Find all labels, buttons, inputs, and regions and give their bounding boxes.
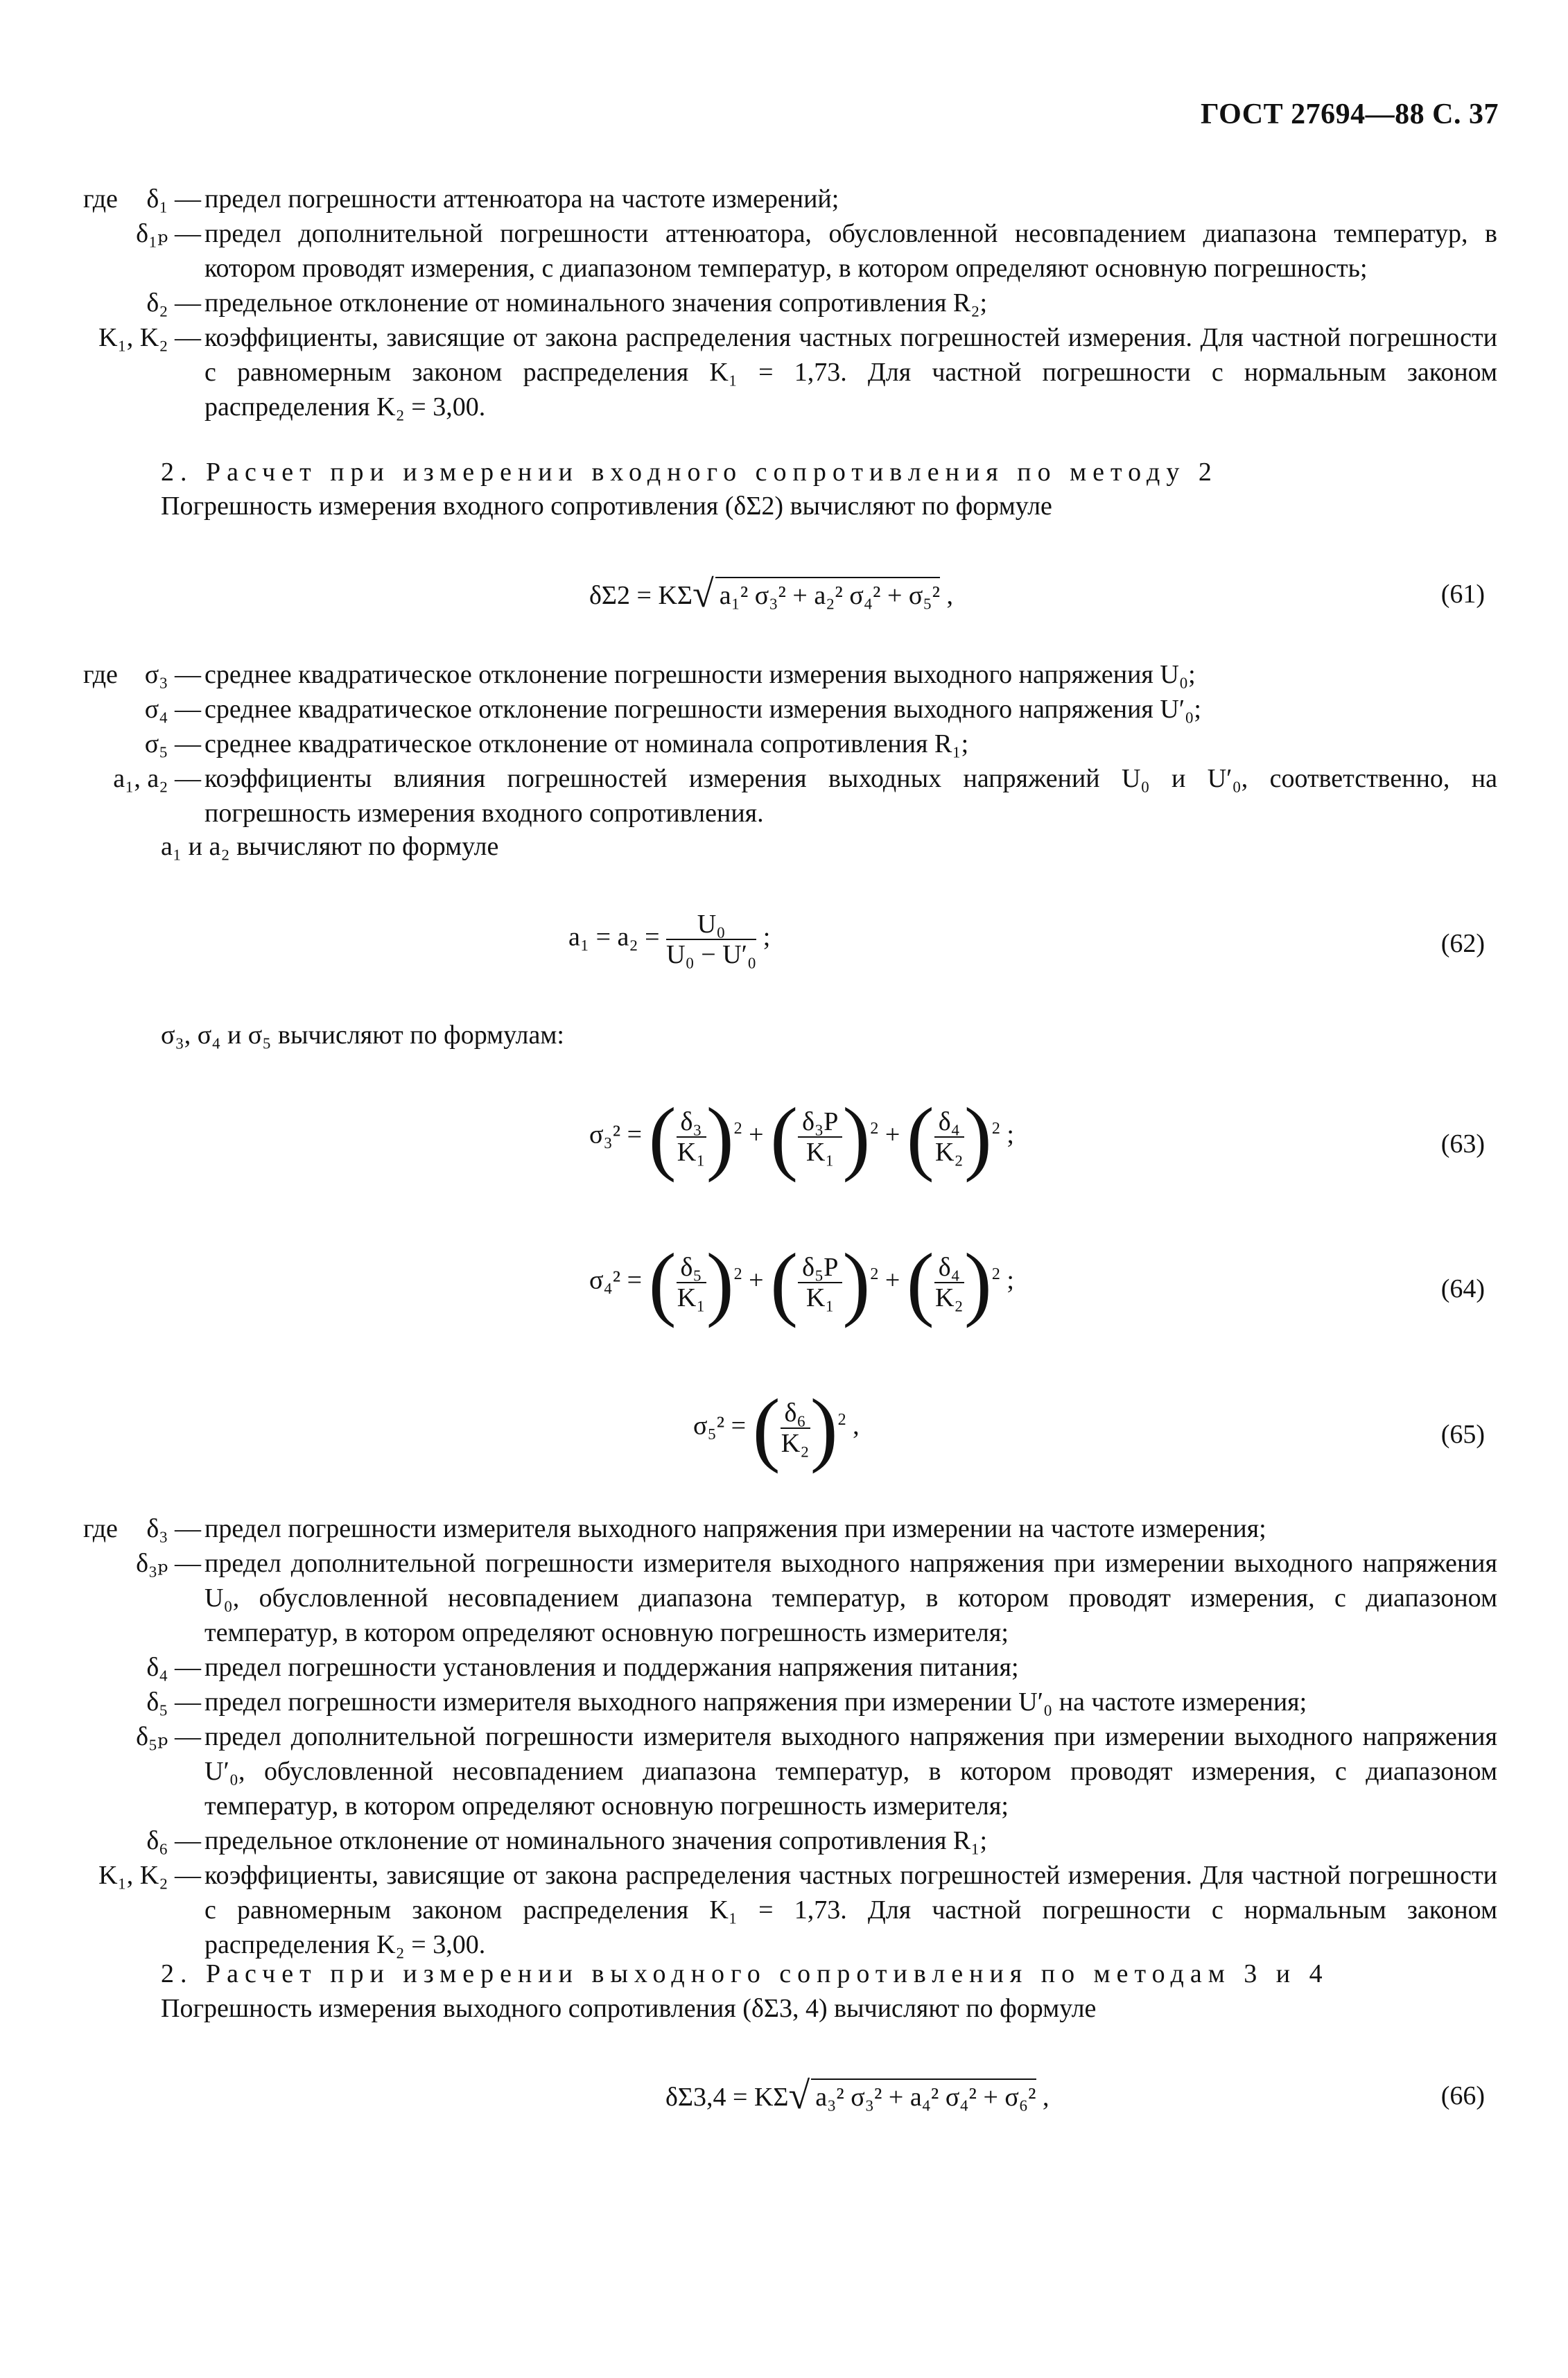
definition-item	[83, 761, 1497, 831]
formula-intro: a₁ и a₂ вычисляют по формуле	[161, 832, 499, 861]
fraction: $\frac{\text{δ₃}}{\text{K₁}}$	[677, 1107, 706, 1167]
definition-text: предел погрешности измерителя выходного напряжения при измерении на частоте измерения;	[204, 1514, 1266, 1543]
fraction: $\frac{\text{δ₄}}{\text{K₂}}$	[934, 1107, 964, 1167]
formula-lhs: σ₄² =	[589, 1265, 643, 1295]
fraction: $\frac{\text{δ₅}}{\text{K₁}}$	[677, 1253, 706, 1312]
formula-lhs: σ₃² =	[589, 1120, 643, 1149]
radical-sign: √	[788, 2074, 810, 2117]
definition-text: коэффициенты влияния погрешностей измерения выходных напряжений U₀ и U′₀, соответственно, на погрешность измерения входного сопротивления.	[204, 764, 1497, 828]
definition-item	[83, 657, 1497, 692]
definition-text: коэффициенты, зависящие от закона распределения частных погрешностей измерения. Для частной погрешности с равномерным законом распределения K₁ = 1,73. Для частной погрешности с нормальным законом распределения K₂ = 3,00.	[204, 323, 1497, 422]
definition-symbol: δ₆ —	[146, 1826, 201, 1855]
where-label: где	[83, 660, 118, 689]
definition-item	[83, 216, 1497, 286]
definition-text: предел погрешности измерителя выходного напряжения при измерении U′₀ на частоте измерения;	[204, 1687, 1307, 1717]
formula-radicand: a₃² σ₃² + a₄² σ₄² + σ₆²	[811, 2078, 1036, 2115]
definition-symbol: δ₁ —	[146, 184, 201, 214]
definition-symbol: δ₃ₚ —	[136, 1549, 201, 1578]
definition-text: предел дополнительной погрешности измерителя выходного напряжения при измерении выходного напряжения U′₀, обусловленной несовпадением диапазона температур, в котором проводят измерения, с диапазоном температур, в котором определяют основную погрешность измерителя;	[204, 1722, 1497, 1821]
formula-number: (63)	[1440, 1129, 1485, 1158]
definitions-block-3	[83, 1511, 1497, 1962]
where-label: где	[83, 1514, 118, 1543]
formula-punct: ;	[763, 922, 771, 952]
definition-item	[83, 182, 1497, 216]
formula-62	[568, 910, 770, 969]
definition-text: коэффициенты, зависящие от закона распределения частных погрешностей измерения. Для частной погрешности с равномерным законом распределения K₁ = 1,73. Для частной погрешности с нормальным законом распределения K₂ = 3,00.	[204, 1861, 1497, 1959]
definition-symbol: σ₅ —	[144, 729, 201, 758]
formula-63: σ₃² = ( $\frac{\text{δ₃}}{\text{K₁}}$ )$^2$ + ( $\frac{\text{δ₃P}}{\text{K₁}}$ )$^2$ + ( $\frac{\text{δ₄}}{\text{K₂}}$ )$^2$ ;	[589, 1091, 1014, 1183]
definition-text: предельное отклонение от номинального значения сопротивления R₁;	[204, 1826, 988, 1855]
definition-symbol: δ₄ —	[146, 1653, 201, 1682]
formula-radicand: a₁² σ₃² + a₂² σ₄² + σ₅²	[715, 577, 940, 613]
formula-number: (64)	[1440, 1274, 1485, 1303]
definitions-block-1	[83, 182, 1497, 424]
definition-item	[83, 727, 1497, 761]
formula-61	[589, 573, 953, 616]
definition-text: предел погрешности аттенюатора на частоте измерений;	[204, 184, 839, 214]
fraction: $\frac{\text{δ₅P}}{\text{K₁}}$	[798, 1253, 842, 1312]
definition-symbol: σ₃ —	[144, 660, 201, 689]
definition-symbol: a₁, a₂ —	[113, 764, 201, 793]
definition-symbol: δ₅ —	[146, 1687, 201, 1717]
formula-65: σ₅² = ( $\frac{\text{δ₆}}{\text{K₂}}$ )$^2$ ,	[693, 1382, 860, 1474]
definition-symbol: δ₅ₚ —	[136, 1722, 201, 1751]
definition-text: предел дополнительной погрешности аттенюатора, обусловленной несовпадением диапазона температур, в котором проводят измерения, с диапазоном температур, в котором определяют основную погрешность;	[204, 219, 1497, 283]
definition-item	[83, 1546, 1497, 1650]
formula-lhs: a₁ = a₂ =	[568, 922, 660, 952]
fraction-numerator: U₀	[666, 910, 756, 940]
fraction: $\frac{\text{δ₆}}{\text{K₂}}$	[781, 1398, 810, 1458]
definition-item	[83, 286, 1497, 320]
formula-64: σ₄² = ( $\frac{\text{δ₅}}{\text{K₁}}$ )$^2$ + ( $\frac{\text{δ₅P}}{\text{K₁}}$ )$^2$ + ( $\frac{\text{δ₄}}{\text{K₂}}$ )$^2$ ;	[589, 1236, 1014, 1328]
formula-number: (65)	[1440, 1420, 1485, 1449]
radical-sign: √	[692, 573, 714, 616]
definition-item	[83, 1858, 1497, 1962]
page-header: ГОСТ 27694—88 С. 37	[1200, 98, 1499, 130]
fraction: $\frac{\text{δ₃P}}{\text{K₁}}$	[798, 1107, 842, 1167]
formula-number: (66)	[1440, 2081, 1485, 2110]
definition-symbol: σ₄ —	[144, 695, 201, 724]
definition-text: среднее квадратическое отклонение погрешности измерения выходного напряжения U′₀;	[204, 695, 1201, 724]
definition-symbol: δ₂ —	[146, 288, 201, 318]
where-label: где	[83, 184, 118, 214]
fraction: $\frac{\text{δ₄}}{\text{K₂}}$	[934, 1253, 964, 1312]
formula-lhs: δΣ3,4 = KΣ	[665, 2083, 789, 2112]
formula-66	[665, 2074, 1049, 2117]
section-heading: 2. Расчет при измерении выходного сопротивления по методам 3 и 4	[161, 1959, 1329, 1988]
formula-number: (61)	[1440, 580, 1485, 609]
definition-item	[83, 1823, 1497, 1858]
definition-item	[83, 1650, 1497, 1685]
definition-symbol: K₁, K₂ —	[98, 1861, 201, 1890]
definition-item	[83, 1685, 1497, 1719]
definition-item	[83, 692, 1497, 727]
section-intro: Погрешность измерения входного сопротивления (δΣ2) вычисляют по формуле	[161, 492, 1052, 521]
formula-number: (62)	[1440, 929, 1485, 958]
definition-item	[83, 1719, 1497, 1823]
fraction	[666, 910, 756, 969]
formula-punct: ,	[946, 581, 953, 610]
formula-lhs: σ₅² =	[693, 1411, 747, 1441]
definition-item	[83, 1511, 1497, 1546]
definition-text: среднее квадратическое отклонение погрешности измерения выходного напряжения U₀;	[204, 660, 1196, 689]
definition-text: предел дополнительной погрешности измерителя выходного напряжения при измерении выходного напряжения U₀, обусловленной несовпадением диапазона температур, в котором проводят измерения, с диапазоном температур, в котором определяют основную погрешность измерителя;	[204, 1549, 1497, 1647]
definition-symbol: K₁, K₂ —	[98, 323, 201, 352]
definitions-block-2	[83, 657, 1497, 831]
formula-punct: ,	[1043, 2083, 1049, 2112]
section-intro: Погрешность измерения выходного сопротивления (δΣ3, 4) вычисляют по формуле	[161, 1994, 1097, 2023]
definition-text: среднее квадратическое отклонение от номинала сопротивления R₁;	[204, 729, 969, 758]
formula-intro: σ₃, σ₄ и σ₅ вычисляют по формулам:	[161, 1021, 564, 1050]
definition-symbol: δ₃ —	[146, 1514, 201, 1543]
definition-text: предел погрешности установления и поддержания напряжения питания;	[204, 1653, 1019, 1682]
definition-item	[83, 320, 1497, 424]
definition-symbol: δ₁ₚ —	[136, 219, 201, 248]
definition-text: предельное отклонение от номинального значения сопротивления R₂;	[204, 288, 988, 318]
section-heading: 2. Расчет при измерении входного сопротивления по методу 2	[161, 458, 1218, 487]
fraction-denominator: U₀ − U′₀	[666, 940, 757, 969]
formula-lhs: δΣ2 = KΣ	[589, 581, 693, 610]
